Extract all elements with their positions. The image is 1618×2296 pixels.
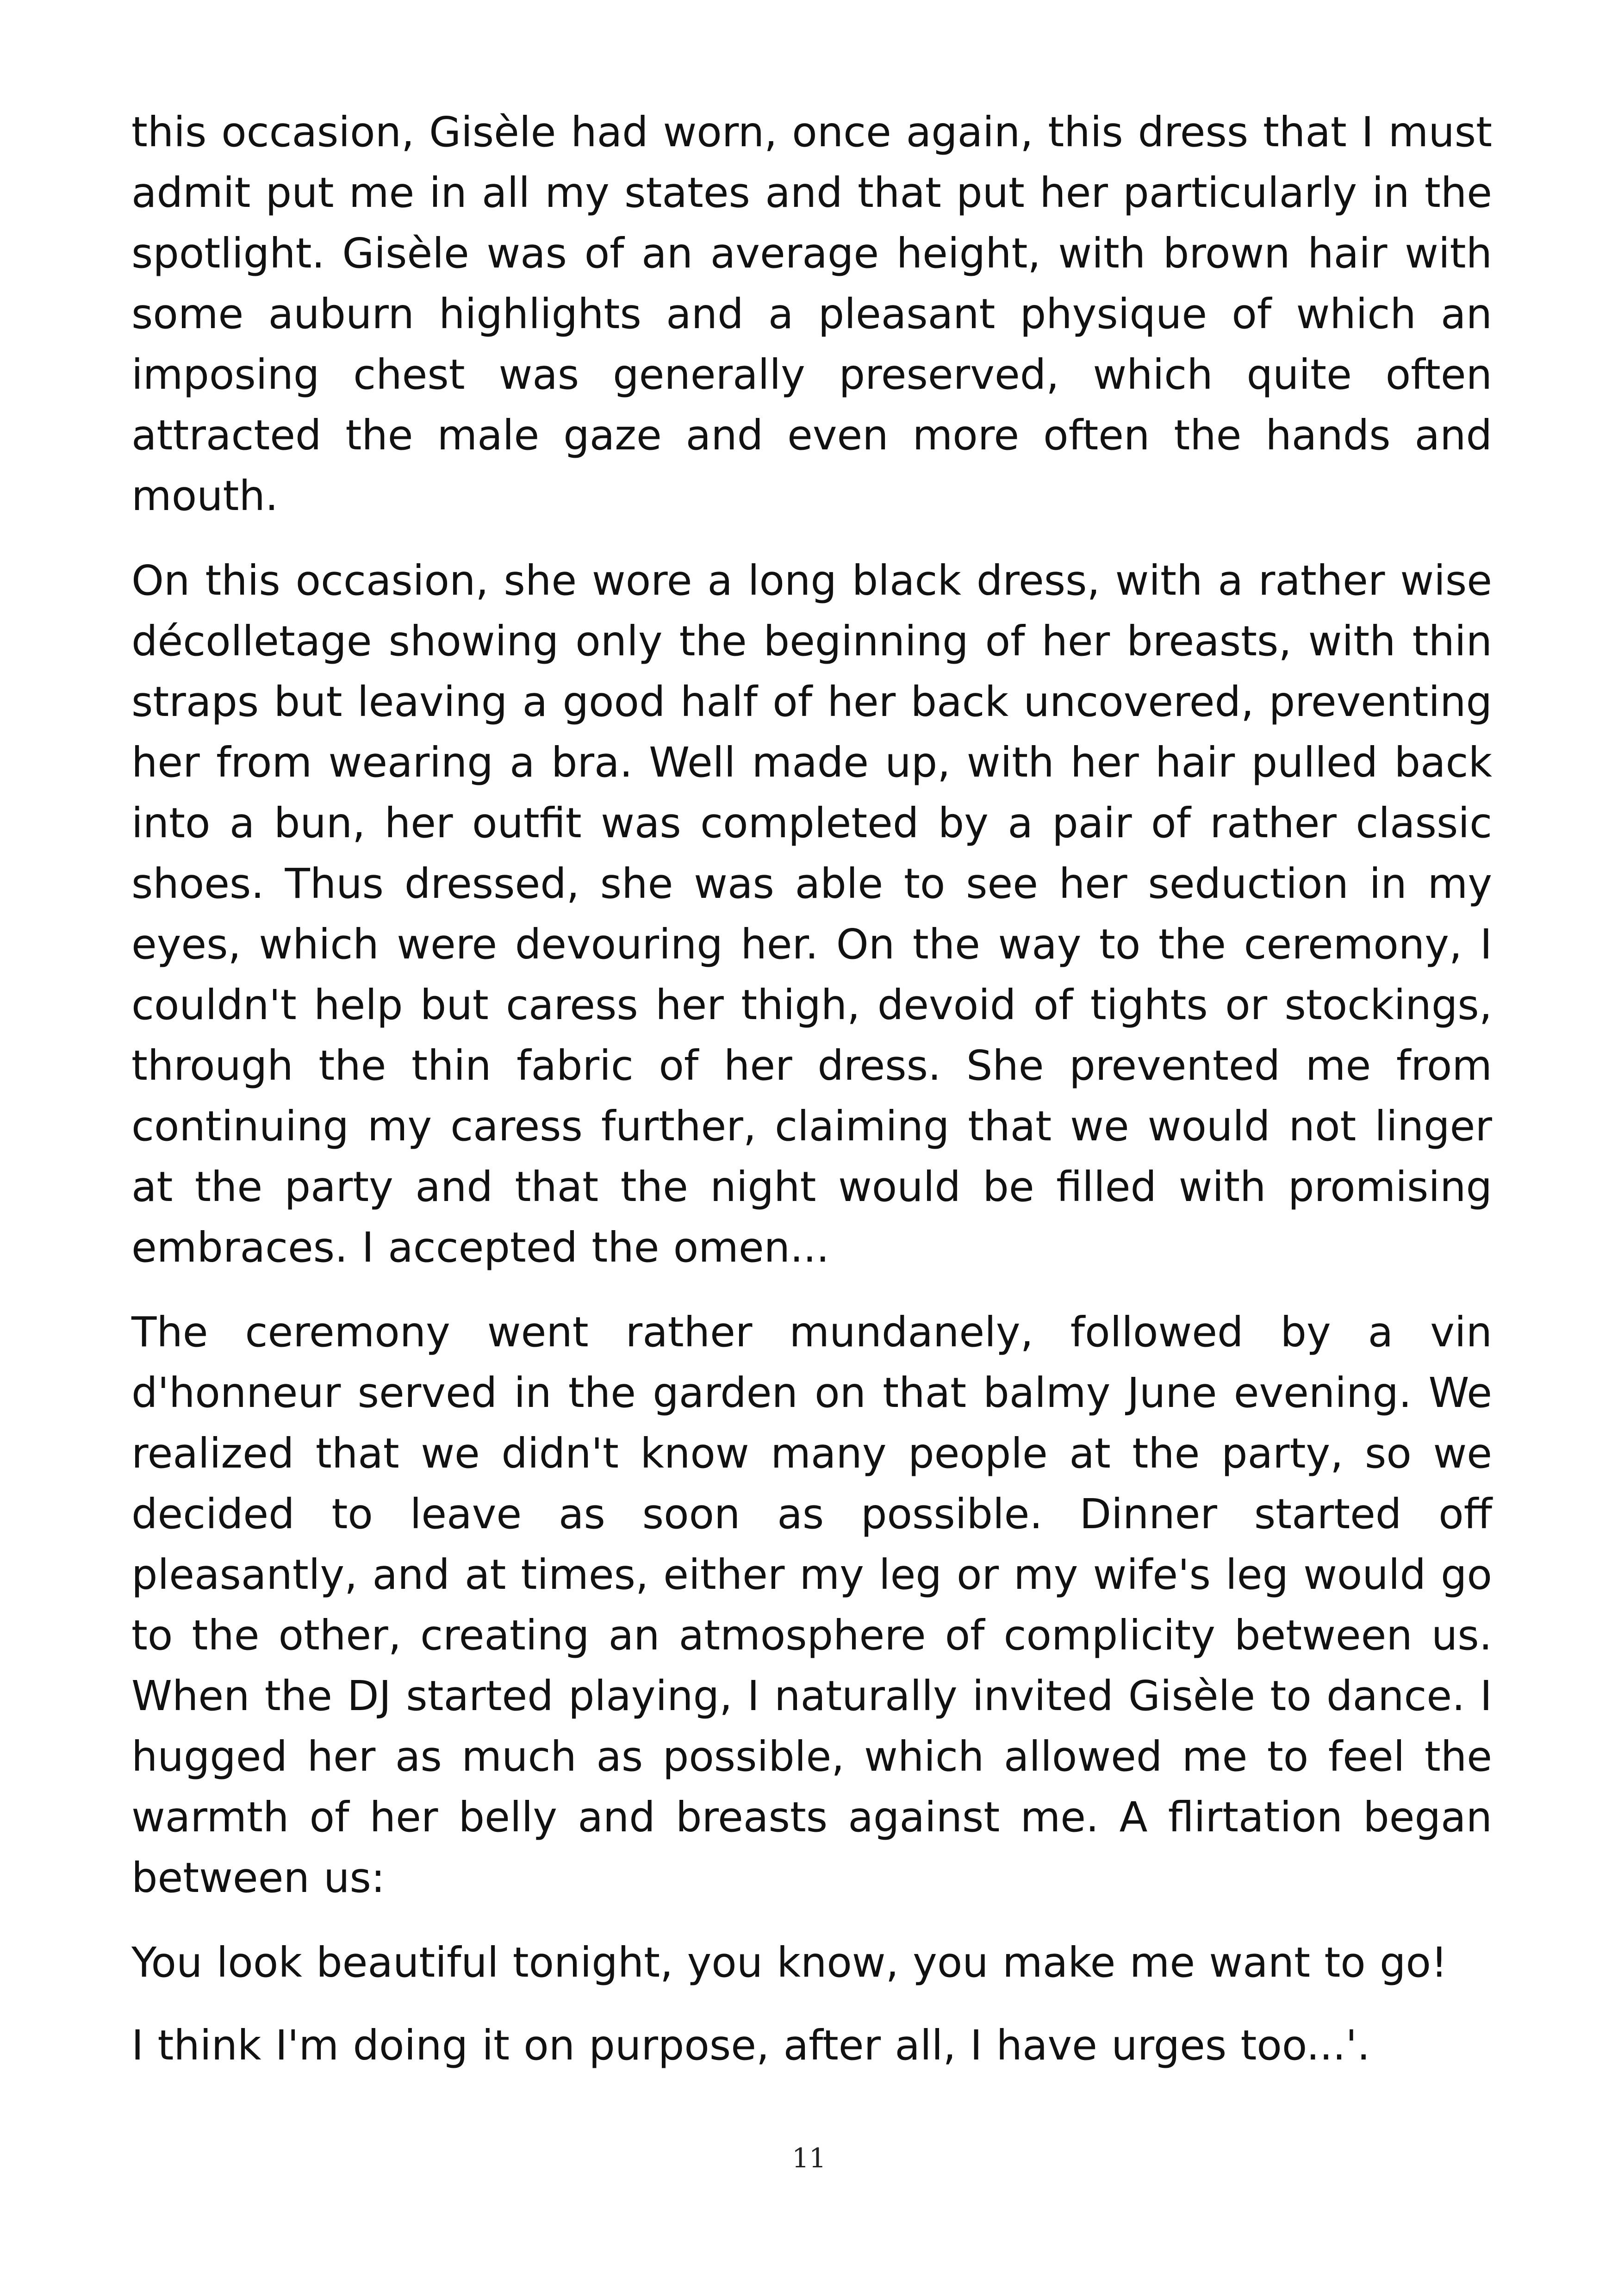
dialogue-line-1: You look beautiful tonight, you know, you make me want to go!: [131, 1938, 1448, 1986]
body-text: [131, 102, 1492, 2098]
dialogue-line-2: I think I'm doing it on purpose, after all, I have urges too...'.: [131, 2021, 1370, 2069]
paragraph-3: The ceremony went rather mundanely, followed by a vin d'honneur served in the garden on that balmy June evening. We realized that we didn't know many people at the party, so we decided to leave as soon as possible. Dinner started off pleasantly, and at times, either my leg or my wife's leg would go to the other, creating an atmosphere of complicity between us. When the DJ started playing, I naturally invited Gisèle to dance. I hugged her as much as possible, which allowed me to feel the warmth of her belly and breasts against me. A flirtation began between us:: [131, 1308, 1492, 1902]
paragraph-1: this occasion, Gisèle had worn, once again, this dress that I must admit put me in all my states and that put her particularly in the spotlight. Gisèle was of an average height, with brown hair with some auburn highlights and a pleasant physique of which an imposing chest was generally preserved, which quite often attracted the male gaze and even more often the hands and mouth.: [131, 108, 1492, 520]
paragraph-2: On this occasion, she wore a long black dress, with a rather wise décolletage showing only the beginning of her breasts, with thin straps but leaving a good half of her back uncovered, preventing her from wearing a bra. Well made up, with her hair pulled back into a bun, her outfit was completed by a pair of rather classic shoes. Thus dressed, she was able to see her seduction in my eyes, which were devouring her. On the way to the ceremony, I couldn't help but caress her thigh, devoid of tights or stockings, through the thin fabric of her dress. She prevented me from continuing my caress further, claiming that we would not linger at the party and that the night would be filled with promising embraces. I accepted the omen...: [131, 556, 1492, 1271]
page-number: 11: [792, 2142, 826, 2174]
